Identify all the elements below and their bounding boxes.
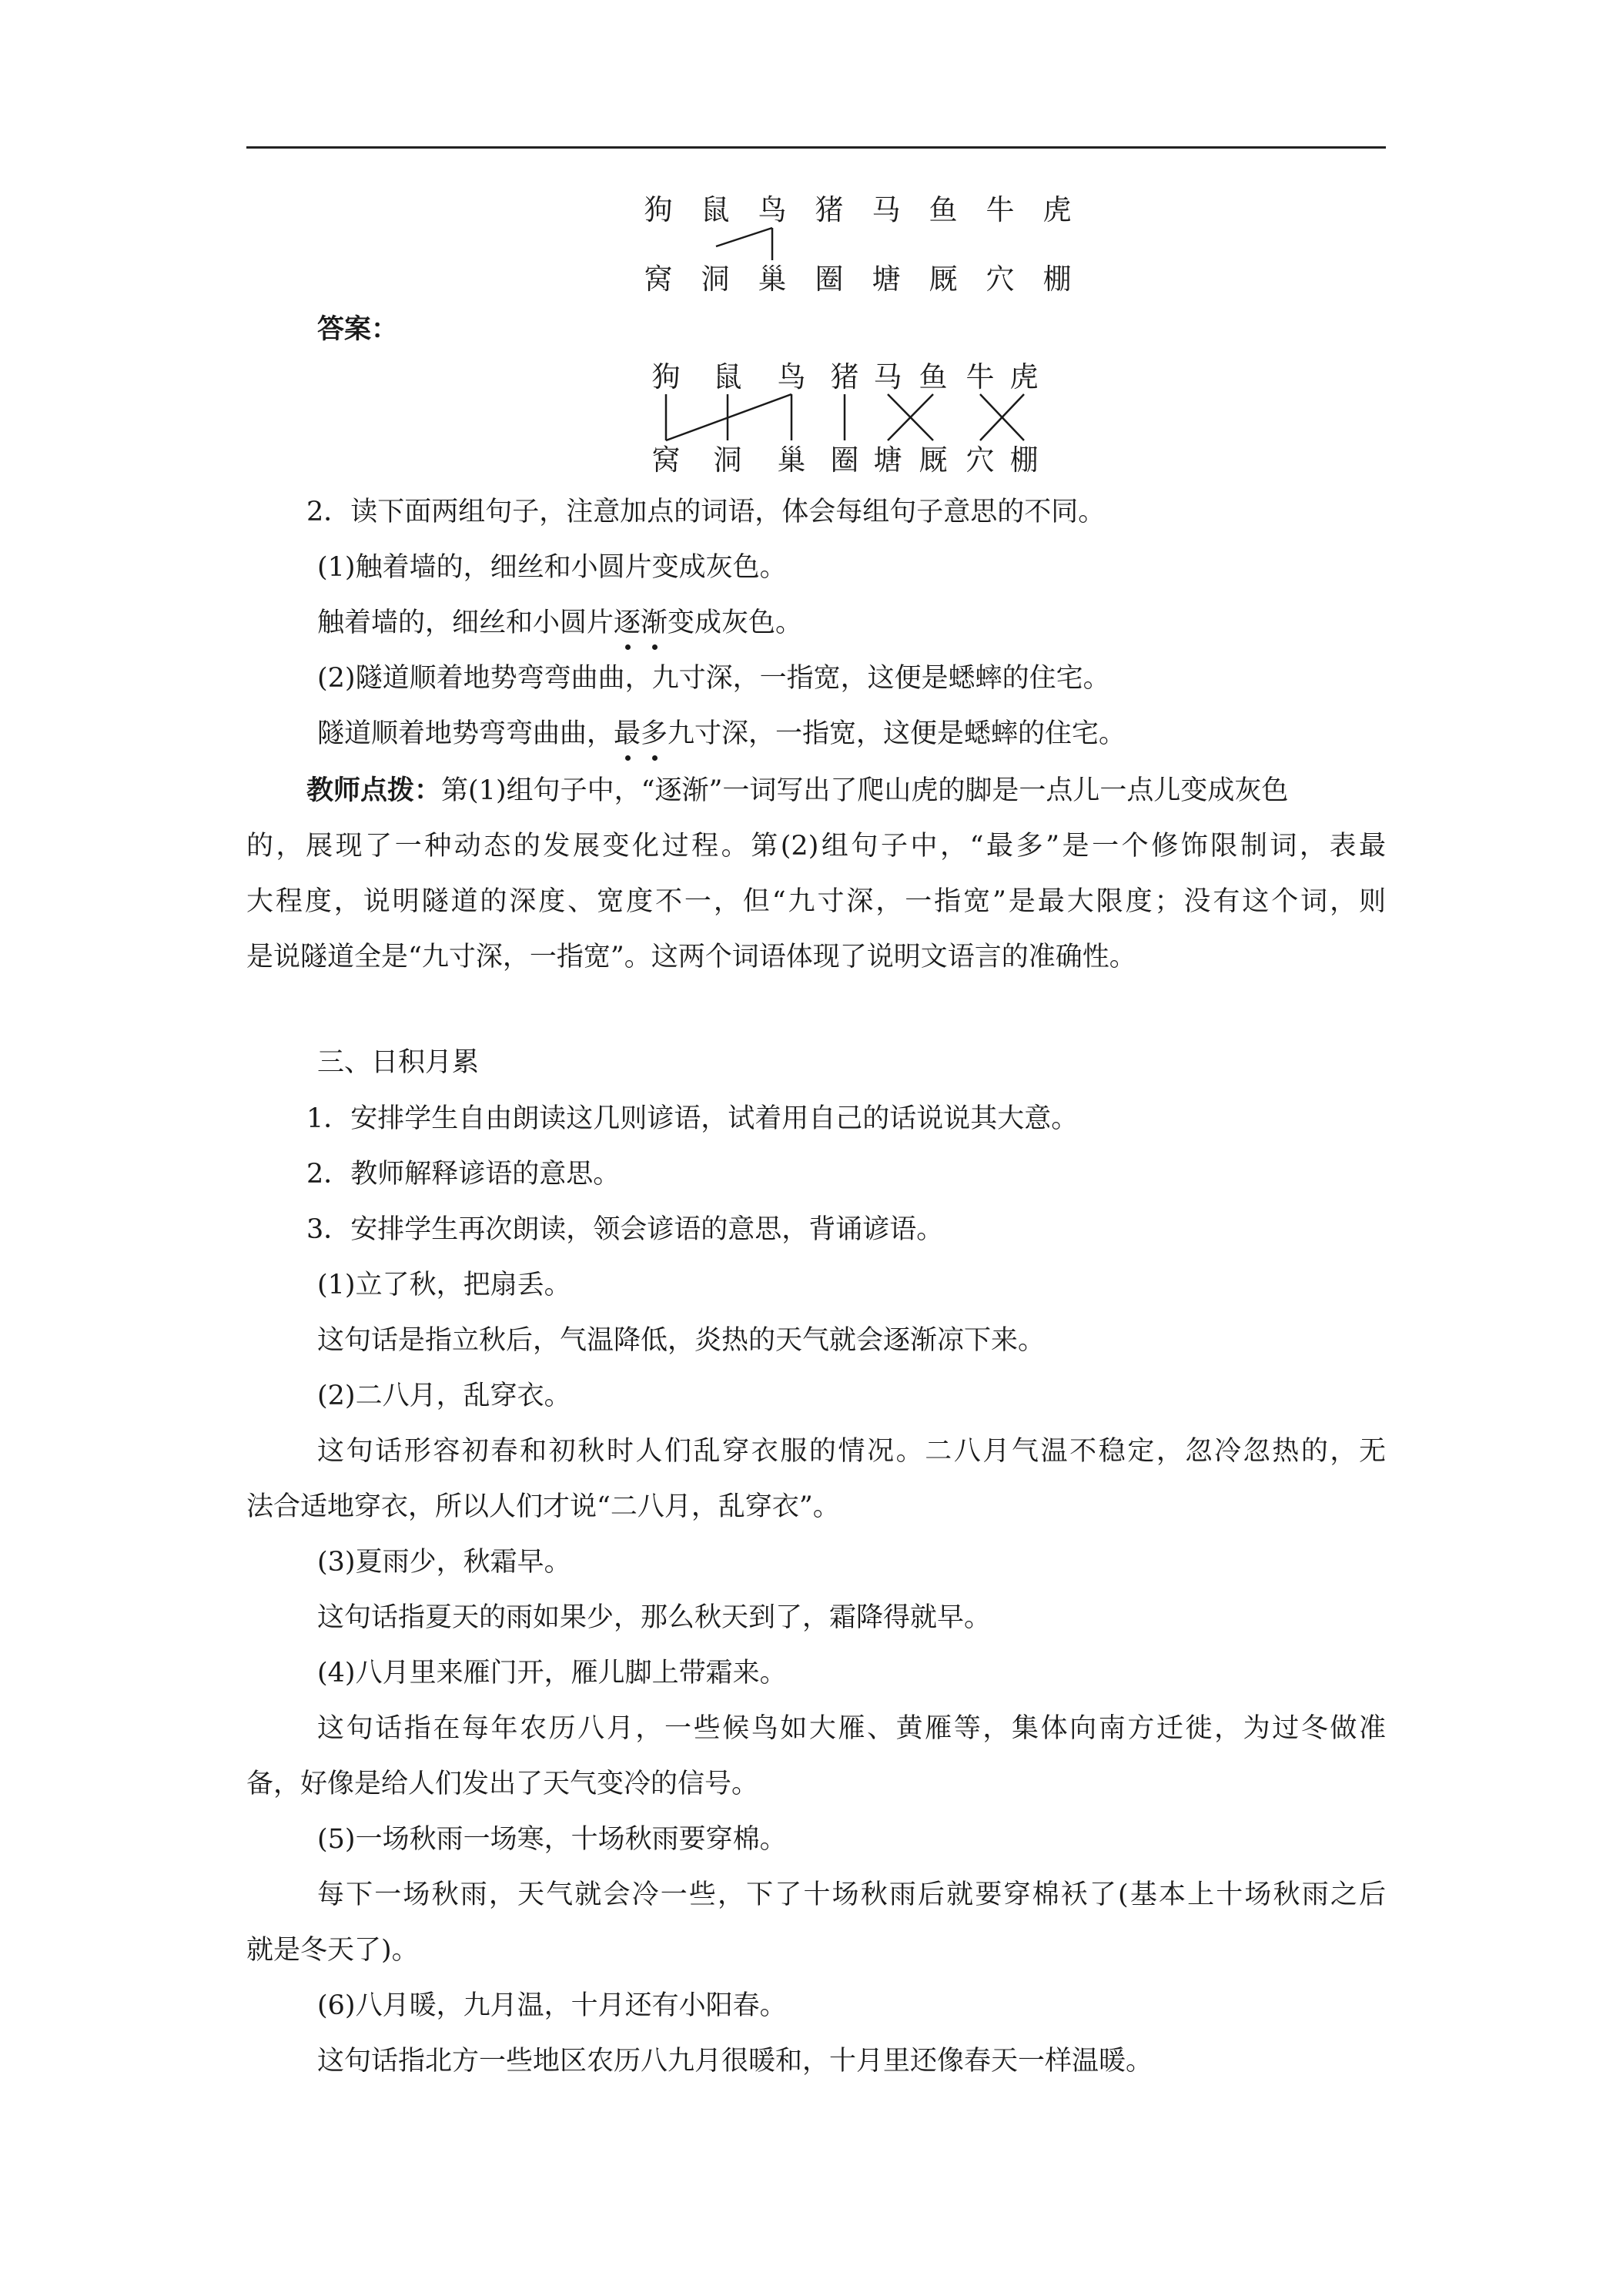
home-char: 窝: [644, 263, 673, 296]
section3-heading: 三、日积月累: [317, 1047, 480, 1078]
home-char: 窝: [651, 443, 681, 477]
proverb-1: (1)立了秋，把扇丢。: [317, 1270, 571, 1300]
dotted-char: 逐: [614, 604, 641, 642]
section3-step-1: 1．安排学生自由朗读这几则谚语，试着用自己的话说说其大意。: [306, 1103, 1079, 1134]
animal-char: 鸟: [777, 360, 806, 393]
proverb-5: (5)一场秋雨一场寒，十场秋雨要穿棉。: [317, 1824, 787, 1855]
animal-char: 鼠: [713, 360, 742, 393]
proverb-6-explanation: 这句话指北方一些地区农历八九月很暖和，十月里还像春天一样温暖。: [317, 2046, 1153, 2077]
dotted-char: 渐: [641, 604, 668, 642]
animal-char: 狗: [651, 360, 681, 393]
home-char: 穴: [986, 263, 1015, 296]
text-segment: 九寸深，一指宽，这便是蟋蟀的住宅。: [668, 718, 1126, 749]
home-char: 厩: [929, 263, 958, 296]
animal-char: 鱼: [919, 360, 948, 393]
proverb-3: (3)夏雨少，秋霜早。: [317, 1547, 571, 1578]
proverb-2-explanation-2: 法合适地穿衣，所以人们才说“二八月，乱穿衣”。: [246, 1491, 840, 1522]
home-char: 塘: [873, 443, 902, 477]
proverb-5-explanation-1: 每下一场秋雨，天气就会冷一些，下了十场秋雨后就要穿棉袄了(基本上十场秋雨之后: [317, 1879, 1386, 1910]
teacher-tip-label: 教师点拨：: [306, 775, 442, 806]
home-char: 棚: [1009, 443, 1039, 477]
matching-answer-lines: [0, 0, 1623, 539]
proverb-4-explanation-1: 这句话指在每年农历八月，一些候鸟如大雁、黄雁等，集体向南方迁徙，为过冬做准: [317, 1713, 1386, 1744]
home-char: 洞: [701, 263, 730, 296]
answer-label: 答案：: [317, 314, 399, 345]
section3-step-3: 3．安排学生再次朗读，领会谚语的意思，背诵谚语。: [306, 1214, 944, 1245]
animal-char: 牛: [986, 193, 1015, 226]
proverb-2: (2)二八月，乱穿衣。: [317, 1381, 571, 1411]
proverb-2-explanation-1: 这句话形容初春和初秋时人们乱穿衣服的情况。二八月气温不稳定，忽冷忽热的，无: [317, 1436, 1386, 1467]
teacher-tip-line-1: [306, 771, 1384, 810]
section3-step-2: 2．教师解释谚语的意思。: [306, 1159, 621, 1190]
proverb-4: (4)八月里来雁门开，雁儿脚上带霜来。: [317, 1658, 787, 1689]
teacher-tip-line-2: 的，展现了一种动态的发展变化过程。第(2)组句子中，“最多”是一个修饰限制词，表最: [246, 831, 1386, 862]
dotted-char: 多: [641, 715, 668, 753]
teacher-tip-line-4: 是说隧道全是“九寸深，一指宽”。这两个词语体现了说明文语言的准确性。: [246, 942, 1136, 972]
text-segment: 第(1)组句子中，“逐渐”一词写出了爬山虎的脚是一点儿一点儿变成灰色: [441, 775, 1289, 806]
q2-prompt: 2．读下面两组句子，注意加点的词语，体会每组句子意思的不同。: [306, 497, 1106, 527]
animal-char: 鸟: [758, 193, 787, 226]
proverb-3-explanation: 这句话指夏天的雨如果少，那么秋天到了，霜降得就早。: [317, 1602, 992, 1633]
home-char: 巢: [777, 443, 806, 477]
proverb-1-explanation: 这句话是指立秋后，气温降低，炎热的天气就会逐渐凉下来。: [317, 1325, 1046, 1356]
home-char: 塘: [872, 263, 901, 296]
animal-char: 虎: [1009, 360, 1039, 393]
animal-char: 马: [873, 360, 902, 393]
dotted-char: 最: [614, 715, 641, 753]
proverb-4-explanation-2: 备，好像是给人们发出了天气变冷的信号。: [246, 1769, 759, 1799]
home-char: 穴: [965, 443, 995, 477]
home-char: 洞: [713, 443, 742, 477]
q2-sentence-1b: [317, 604, 802, 642]
animal-char: 鼠: [701, 193, 730, 226]
q2-sentence-1a: (1)触着墙的，细丝和小圆片变成灰色。: [317, 552, 787, 583]
animal-char: 鱼: [929, 193, 958, 226]
home-char: 圈: [830, 443, 859, 477]
animal-char: 虎: [1042, 193, 1072, 226]
proverb-6: (6)八月暖，九月温，十月还有小阳春。: [317, 1990, 787, 2021]
home-char: 厩: [919, 443, 948, 477]
q2-sentence-2a: (2)隧道顺着地势弯弯曲曲，九寸深，一指宽，这便是蟋蟀的住宅。: [317, 663, 1110, 694]
text-segment: 隧道顺着地势弯弯曲曲，: [317, 718, 614, 749]
home-char: 圈: [815, 263, 844, 296]
animal-char: 马: [872, 193, 901, 226]
home-char: 巢: [758, 263, 787, 296]
q2-sentence-2b: [317, 715, 1126, 753]
animal-char: 牛: [965, 360, 995, 393]
home-char: 棚: [1042, 263, 1072, 296]
animal-char: 猪: [815, 193, 844, 226]
animal-char: 狗: [644, 193, 673, 226]
animal-char: 猪: [830, 360, 859, 393]
teacher-tip-line-3: 大程度，说明隧道的深度、宽度不一，但“九寸深，一指宽”是最大限度；没有这个词，则: [246, 886, 1386, 917]
proverb-5-explanation-2: 就是冬天了)。: [246, 1935, 419, 1966]
text-segment: 触着墙的，细丝和小圆片: [317, 607, 614, 638]
text-segment: 变成灰色。: [668, 607, 803, 638]
